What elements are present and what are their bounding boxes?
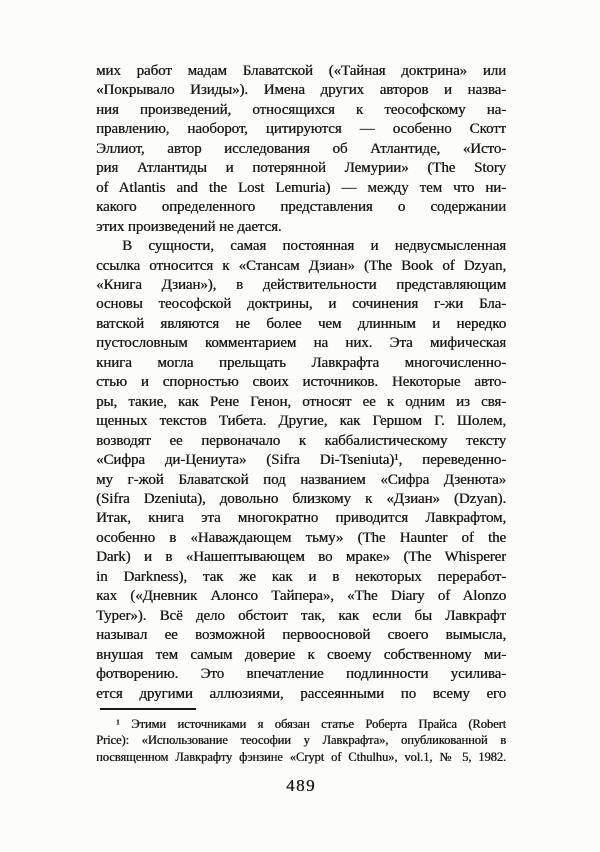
text-line: ссылка относится к «Стансам Дзиан» (The Book of Dzyan, — [96, 257, 506, 274]
text-line: называл ее возможной первоосновой своего вымысла, — [96, 627, 506, 644]
text-line: ется другими аллюзиями, рассеянными по всему его — [96, 685, 506, 702]
text-line: рия Атлантиды и потерянной Лемурии» (The Story — [96, 160, 506, 177]
text-line: возводят ее первоначало к каббалистическому тексту — [96, 432, 506, 449]
text-line: книга могла прельщать Лавкрафта многочисленно- — [96, 354, 506, 371]
text-line: ках («Дневник Алонсо Тайпера», «The Diary of Alonzo — [96, 588, 506, 605]
text-line: этих произведений не дается. — [96, 218, 282, 235]
text-line: «Сифра ди-Цениута» (Sifra Di-Tseniuta)¹, переведенно- — [96, 452, 506, 469]
page-number: 489 — [286, 776, 316, 795]
text-line: внушая тем самым доверие к своему собственному ми- — [96, 646, 506, 663]
text-line: (Sifra Dzeniuta), довольно близкому к «Дзиан» (Dzyan). — [96, 490, 506, 507]
text-line: Dark) и в «Нашептывающем во мраке» (The Whisperer — [96, 549, 506, 566]
text-line: «Книга Дзиан»), в действительности представляющим — [96, 276, 506, 293]
text-line: В сущности, самая постоянная и недвусмысленная — [122, 238, 506, 255]
text-line: ватской являются не более чем длинным и нередко — [96, 315, 506, 332]
text-line: особенно в «Наваждающем тьму» (The Haunter of the — [96, 529, 506, 546]
text-line: какого определенного представления о содержании — [96, 199, 506, 216]
text-line: ры, такие, как Рене Генон, относят ее к одним из свя- — [96, 393, 506, 410]
body-text — [96, 62, 506, 704]
footnote-separator — [100, 708, 196, 710]
text-line: ¹ Этими источниками я обязан статье Роберта Прайса (Robert — [116, 717, 506, 731]
text-line: фотворению. Это впечатление подлинности усилива- — [96, 666, 506, 683]
text-line: посвященном Лавкрафту фэнзине «Crypt of Cthulhu», vol.1, № 5, 1982. — [96, 749, 506, 764]
text-line: Price): «Использование теософии у Лавкрафта», опубликованной в — [96, 733, 506, 748]
text-line: «Покрывало Изиды»). Имена других авторов и назва- — [96, 82, 506, 99]
text-line: пустословным комментарием на них. Эта мифическая — [96, 335, 506, 352]
text-line: in Darkness), так же как и в некоторых переработ- — [96, 568, 506, 585]
text-line: of Atlantis and the Lost Lemuria) — между тем что ни- — [96, 179, 506, 196]
text-line: мих работ мадам Блаватской («Тайная доктрина» или — [96, 63, 506, 79]
text-line: стью и спорностью своих источников. Некоторые авто- — [96, 374, 506, 391]
text-line: Итак, книга эта многократно приводится Лавкрафтом, — [96, 510, 506, 527]
text-line: Эллиот, автор исследования об Атлантиде, «Исто- — [96, 140, 506, 157]
text-line: му г-жой Блаватской под названием «Сифра Дзенюта» — [96, 471, 506, 488]
footnote-paragraph — [96, 716, 506, 765]
text-line: щенных текстов Тибета. Другие, как Гершом Г. Шолем, — [96, 413, 506, 430]
text-line: ния произведений, относящихся к теософскому на- — [96, 101, 506, 118]
paragraph — [96, 237, 506, 704]
paragraph — [96, 62, 506, 237]
footnote — [96, 716, 506, 765]
text-line: Typer»). Всё дело обстоит так, как если бы Лавкрафт — [96, 607, 506, 624]
text-line: правлению, наоборот, цитируются — особенно Скотт — [96, 121, 506, 138]
text-line: основы теософской доктрины, и сочинения г-жи Бла- — [96, 296, 506, 313]
